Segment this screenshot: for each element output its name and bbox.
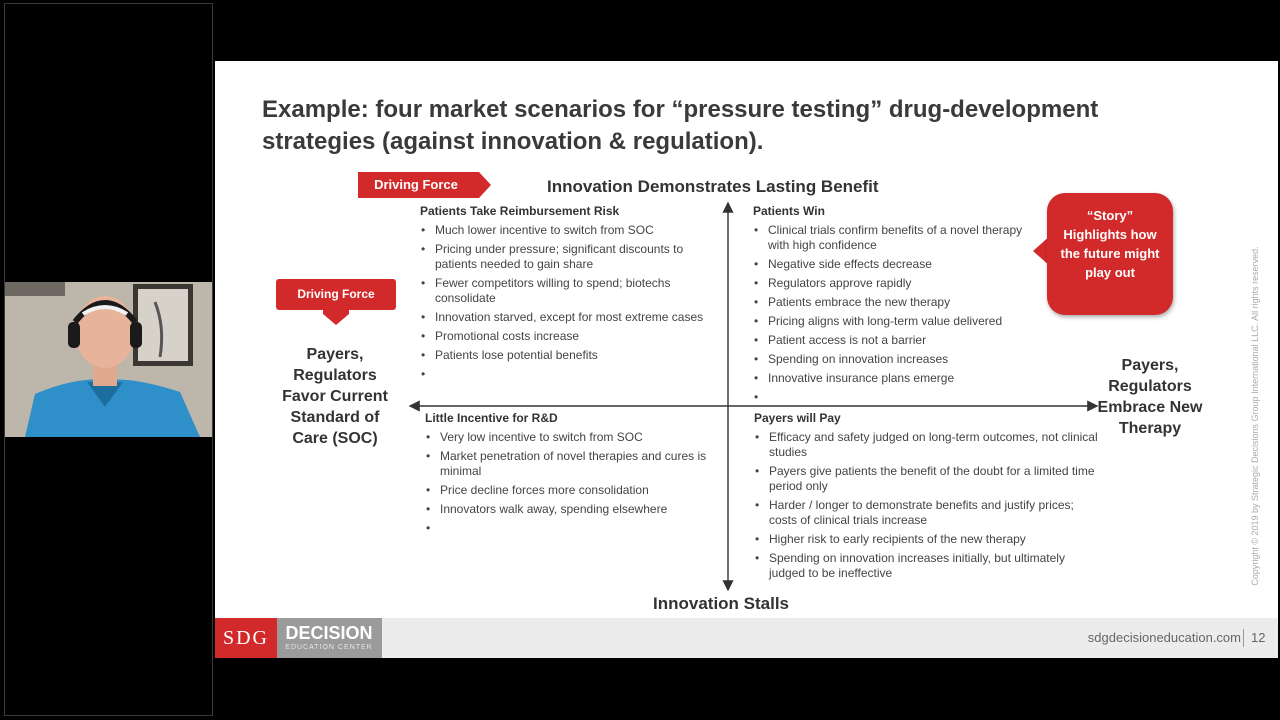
quadrant-bullet-list [754, 430, 1099, 581]
axis-label-top: Innovation Demonstrates Lasting Benefit [547, 177, 879, 196]
presentation-slide [215, 61, 1278, 658]
footer-divider [1243, 629, 1244, 647]
list-item: • Patients embrace the new therapy [753, 295, 1038, 310]
list-item: • Harder / longer to demonstrate benefits and justify prices; costs of clinical trials increase [754, 498, 1099, 528]
list-item: • Patient access is not a barrier [753, 333, 1038, 348]
axis-label-bottom: Innovation Stalls [653, 594, 790, 613]
list-item: • Innovative insurance plans emerge [753, 371, 1038, 386]
quadrant-axes [215, 61, 1278, 618]
quadrant-heading: Patients Take Reimbursement Risk [420, 204, 620, 218]
list-item: • Negative side effects decrease [753, 257, 1038, 272]
decision-logo-block [277, 618, 382, 658]
quadrant-bottom-left [425, 411, 725, 540]
quadrant-top-right [753, 204, 1038, 409]
list-item [425, 521, 725, 536]
axis-label-right: Payers, Regulators Embrace New Therapy [1097, 357, 1203, 437]
footer-url: sdgdecisioneducation.com [1087, 630, 1241, 645]
driving-force-label-left: Driving Force [297, 287, 375, 301]
presenter-video-image [5, 282, 212, 437]
list-item: • Promotional costs increase [420, 329, 720, 344]
list-item [420, 367, 720, 382]
list-item: • Spending on innovation increases [753, 352, 1038, 367]
quadrant-heading: Little Incentive for R&D [425, 411, 558, 425]
decision-logo-text: DECISION [285, 623, 373, 643]
driving-force-label-top: Driving Force [374, 177, 458, 192]
quadrant-heading: Payers will Pay [754, 411, 841, 425]
list-item: • Pricing under pressure; significant discounts to patients needed to gain share [420, 242, 720, 272]
copyright-text: Copyright © 2019 by Strategic Decisions Group International LLC. All rights reserved. [1250, 246, 1260, 586]
quadrant-top-left [420, 204, 720, 386]
list-item: • Fewer competitors willing to spend; biotechs consolidate [420, 276, 720, 306]
list-item: • Very low incentive to switch from SOC [425, 430, 725, 445]
list-item: • Market penetration of novel therapies and cures is minimal [425, 449, 725, 479]
list-item: • Higher risk to early recipients of the new therapy [754, 532, 1099, 547]
sdg-logo: SDG [215, 618, 277, 658]
list-item: • Payers give patients the benefit of the doubt for a limited time period only [754, 464, 1099, 494]
quadrant-bottom-right [754, 411, 1099, 585]
axis-label-left: Payers, Regulators Favor Current Standard of Care (SOC) [282, 346, 388, 447]
list-item: • Pricing aligns with long-term value delivered [753, 314, 1038, 329]
webcam-video [5, 282, 212, 437]
decision-logo-subtext: EDUCATION CENTER [285, 644, 373, 651]
list-item: • Spending on innovation increases initially, but ultimately judged to be ineffective [754, 551, 1099, 581]
quadrant-bullet-list [753, 223, 1038, 405]
list-item: • Efficacy and safety judged on long-term outcomes, not clinical studies [754, 430, 1099, 460]
quadrant-bullet-list [420, 223, 720, 382]
list-item: • Clinical trials confirm benefits of a novel therapy with high confidence [753, 223, 1038, 253]
page-number: 12 [1251, 630, 1266, 645]
list-item: • Price decline forces more consolidation [425, 483, 725, 498]
list-item: • Innovators walk away, spending elsewhere [425, 502, 725, 517]
list-item: • Innovation starved, except for most extreme cases [420, 310, 720, 325]
list-item: • Much lower incentive to switch from SOC [420, 223, 720, 238]
copyright-notice [1247, 211, 1263, 611]
story-callout [1047, 193, 1173, 315]
story-callout-text: “Story” Highlights how the future might play out [1060, 208, 1160, 280]
quadrant-bullet-list [425, 430, 725, 536]
list-item [753, 390, 1038, 405]
slide-title: Example: four market scenarios for “pressure testing” drug-development strategies (against innovation & regulation). [262, 96, 1099, 155]
slide-footer [215, 618, 1278, 658]
driving-force-badge-left [275, 279, 397, 327]
list-item: • Patients lose potential benefits [420, 348, 720, 363]
list-item: • Regulators approve rapidly [753, 276, 1038, 291]
driving-force-badge-top [355, 170, 493, 200]
quadrant-heading: Patients Win [753, 204, 825, 218]
